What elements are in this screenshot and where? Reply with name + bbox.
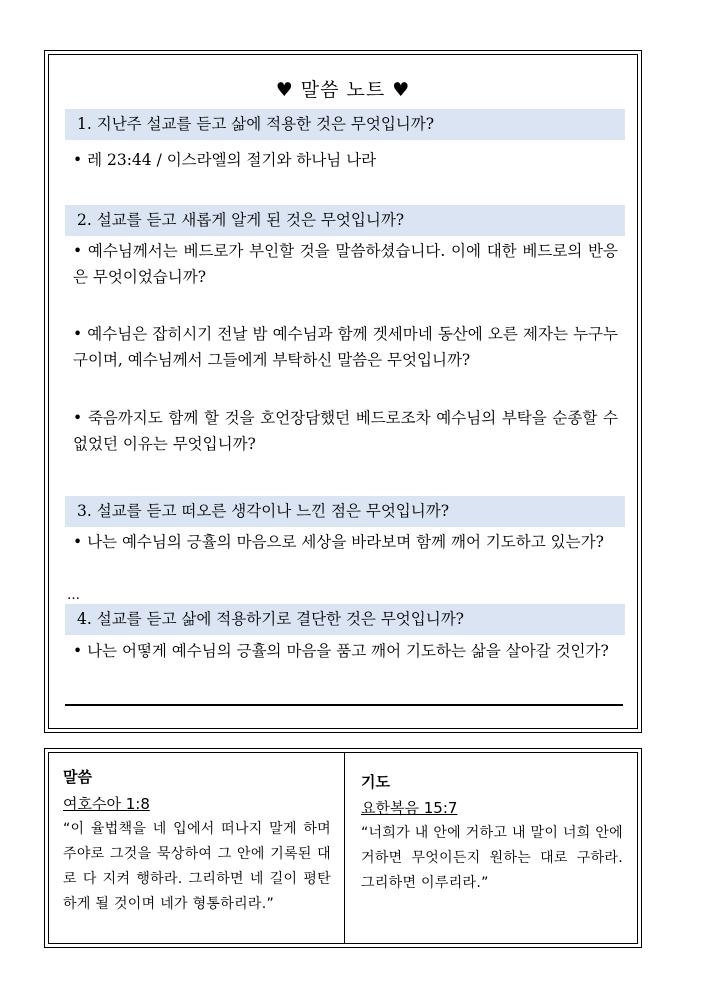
answer-2-3: • 죽음까지도 함께 할 것을 호언장담했던 베드로조차 예수님의 부탁을 순종할 수 없었던 이유는 무엇입니까? [73,409,618,453]
question-4: 4. 설교를 듣고 삶에 적용하기로 결단한 것은 무엇입니까? [65,604,625,635]
word-prayer-inner-frame [48,752,638,944]
answer-2-1: • 예수님께서는 베드로가 부인할 것을 말씀하셨습니다. 이에 대한 베드로의 반응은 무엇이었습니까? [73,242,618,286]
answer-4-1: • 나는 어떻게 예수님의 긍휼의 마음을 품고 깨어 기도하는 삶을 살아갈 것인가? [73,642,609,660]
question-3: 3. 설교를 듣고 떠오른 생각이나 느낀 점은 무엇입니까? [65,496,625,527]
column-divider [344,753,345,943]
prayer-heading: 기도 [361,773,390,791]
question-2: 2. 설교를 듣고 새롭게 알게 된 것은 무엇입니까? [65,205,625,236]
sermon-note-inner-frame [48,54,638,729]
answer-3-ellipsis: … [67,588,80,603]
prayer-reference: 요한복음 15:7 [361,799,458,817]
answer-3-1: • 나는 예수님의 긍휼의 마음으로 세상을 바라보며 함께 깨어 기도하고 있는가? [73,533,604,551]
word-prayer-box [44,748,642,948]
note-title: ♥ 말씀 노트 ♥ [275,79,411,101]
word-verse-text: “이 율법책을 네 입에서 떠나지 말게 하며 주야로 그것을 묵상하여 그 안에 기록된 대로 다 지켜 행하라. 그리하면 네 길이 평탄하게 될 것이며 네가 형통하리라.” [63,821,331,912]
word-reference: 여호수아 1:8 [63,795,150,813]
prayer-verse-text: “너희가 내 안에 거하고 내 말이 너희 안에 거하면 무엇이든지 원하는 대로 구하라. 그리하면 이루리라.” [361,825,623,891]
word-heading: 말씀 [63,768,92,786]
question-1: 1. 지난주 설교를 듣고 삶에 적용한 것은 무엇입니까? [65,109,625,140]
divider-line [65,704,623,706]
sermon-note-box [44,50,642,733]
answer-1-1: • 레 23:44 / 이스라엘의 절기와 하나님 나라 [73,151,377,169]
answer-2-2: • 예수님은 잡히시기 전날 밤 예수님과 함께 겟세마네 동산에 오른 제자는 누구누구이며, 예수님께서 그들에게 부탁하신 말씀은 무엇입니까? [73,325,618,369]
